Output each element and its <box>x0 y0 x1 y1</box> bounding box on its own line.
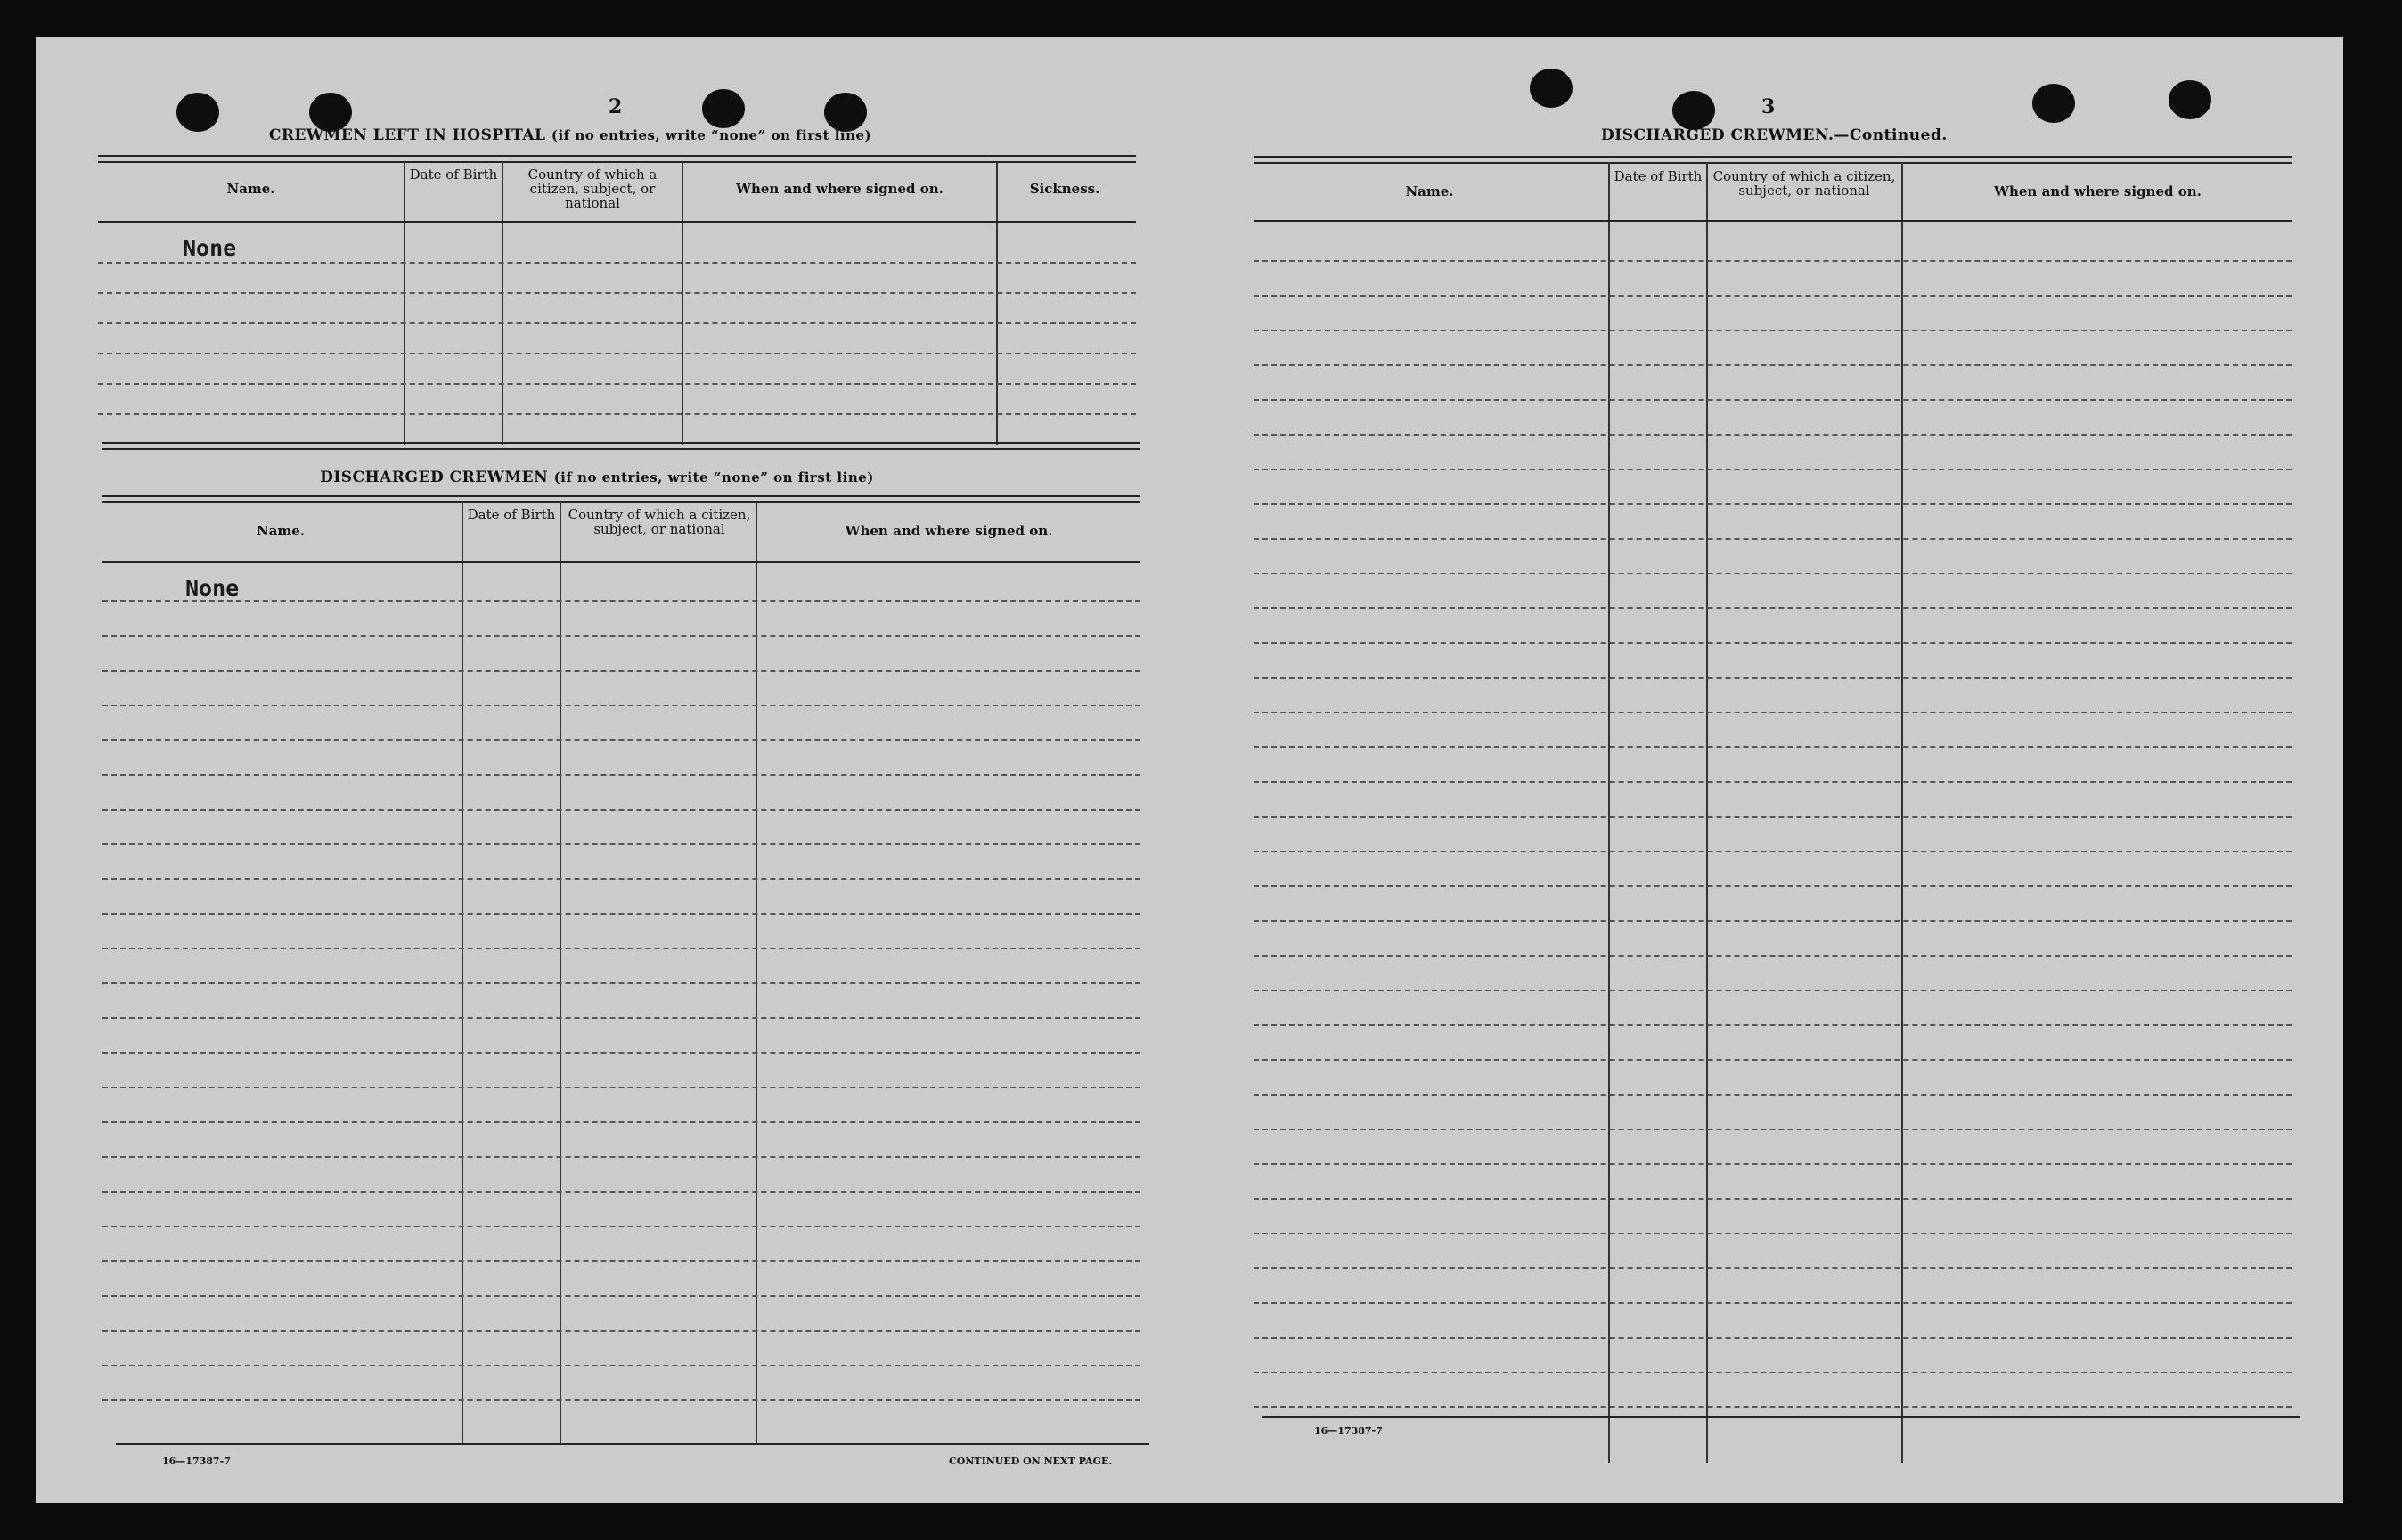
row-rule <box>1254 573 2292 574</box>
row-rule <box>1254 1163 2292 1165</box>
double-rule <box>102 442 1140 450</box>
row-rule <box>102 1260 1140 1262</box>
row-rule <box>1254 746 2292 748</box>
row-rule <box>1254 1059 2292 1061</box>
row-rule <box>1254 607 2292 609</box>
double-rule <box>1254 156 2292 164</box>
row-rule <box>102 705 1140 706</box>
row-rule <box>102 600 1140 602</box>
row-rule <box>1254 642 2292 644</box>
row-rule <box>102 1226 1140 1227</box>
page-title: DISCHARGED CREWMEN.—Continued. <box>1601 126 1948 144</box>
row-rule <box>1254 990 2292 991</box>
row-rule <box>102 1295 1140 1297</box>
col-header-country: Country of which a citizen, subject, or national <box>568 507 751 537</box>
row-rule <box>1254 955 2292 957</box>
row-rule <box>1254 364 2292 366</box>
row-rule <box>1254 885 2292 887</box>
row-rule <box>1254 1024 2292 1026</box>
row-rule <box>102 1365 1140 1366</box>
hospital-entry: None <box>183 235 237 261</box>
row-rule <box>102 948 1140 949</box>
row-rule <box>1254 469 2292 470</box>
row-rule <box>1254 503 2292 505</box>
left-page <box>36 37 1200 1503</box>
col-header-name: Name. <box>226 181 275 197</box>
row-rule <box>102 1191 1140 1193</box>
row-rule <box>102 1330 1140 1332</box>
punch-hole <box>2169 80 2211 119</box>
row-rule <box>102 670 1140 672</box>
row-rule <box>102 1017 1140 1019</box>
row-rule <box>102 878 1140 880</box>
col-header-when-where: When and where signed on. <box>845 523 1053 539</box>
row-rule <box>1254 851 2292 852</box>
row-rule <box>1254 260 2292 262</box>
col-header-date-of-birth: Date of Birth <box>467 507 556 523</box>
continued-note: CONTINUED ON NEXT PAGE. <box>949 1455 1113 1467</box>
row-rule <box>1254 712 2292 713</box>
row-rule <box>102 1121 1140 1123</box>
row-rule <box>1254 1406 2292 1408</box>
col-header-when-where: When and where signed on. <box>1994 183 2202 200</box>
row-rule <box>1254 1337 2292 1339</box>
col-header-when-where: When and where signed on. <box>736 181 944 197</box>
row-rule <box>1254 1094 2292 1096</box>
col-header-date-of-birth: Date of Birth <box>409 167 498 183</box>
punch-hole <box>1530 69 1573 108</box>
row-rule <box>102 1087 1140 1088</box>
col-header-country: Country of which a citizen, subject, or national <box>1712 168 1896 199</box>
page-number: 2 <box>609 95 623 118</box>
punch-hole <box>2032 84 2075 123</box>
row-rule <box>1254 920 2292 922</box>
row-rule <box>1254 1129 2292 1130</box>
row-rule <box>102 1052 1140 1054</box>
double-rule <box>102 495 1140 503</box>
row-rule <box>102 774 1140 776</box>
row-rule <box>1254 399 2292 401</box>
row-rule <box>1254 1198 2292 1200</box>
hospital-section-title: CREWMEN LEFT IN HOSPITAL (if no entries, write “none” on first line) <box>268 126 872 144</box>
row-rule <box>1254 1302 2292 1304</box>
row-rule <box>102 1399 1140 1401</box>
col-header-name: Name. <box>1405 183 1454 200</box>
row-rule <box>1254 1267 2292 1269</box>
row-rule <box>1254 434 2292 436</box>
row-rule <box>102 843 1140 845</box>
row-rule <box>102 1156 1140 1158</box>
form-number: 16—17387-7 <box>1314 1425 1383 1437</box>
col-header-name: Name. <box>256 523 306 539</box>
row-rule <box>1254 330 2292 331</box>
punch-hole <box>702 89 745 128</box>
page-number: 3 <box>1761 95 1776 118</box>
row-rule <box>102 809 1140 811</box>
row-rule <box>1254 538 2292 540</box>
row-rule <box>1254 1372 2292 1373</box>
col-header-date-of-birth: Date of Birth <box>1614 168 1703 184</box>
row-rule <box>1254 677 2292 679</box>
discharged-entry: None <box>185 575 240 601</box>
row-rule <box>1254 816 2292 818</box>
right-page <box>1200 37 2343 1503</box>
double-rule <box>98 155 1136 163</box>
row-rule <box>1254 781 2292 783</box>
row-rule <box>102 739 1140 741</box>
row-rule <box>102 635 1140 637</box>
row-rule <box>1254 295 2292 297</box>
row-rule <box>102 913 1140 915</box>
col-header-sickness: Sickness. <box>1029 181 1100 197</box>
discharged-section-title: DISCHARGED CREWMEN (if no entries, write “none” on first line) <box>320 469 874 486</box>
row-rule <box>1254 1233 2292 1234</box>
col-header-country: Country of which a citizen, subject, or national <box>527 167 658 211</box>
punch-hole <box>1672 91 1715 130</box>
row-rule <box>102 982 1140 984</box>
form-number: 16—17387-7 <box>162 1455 231 1467</box>
